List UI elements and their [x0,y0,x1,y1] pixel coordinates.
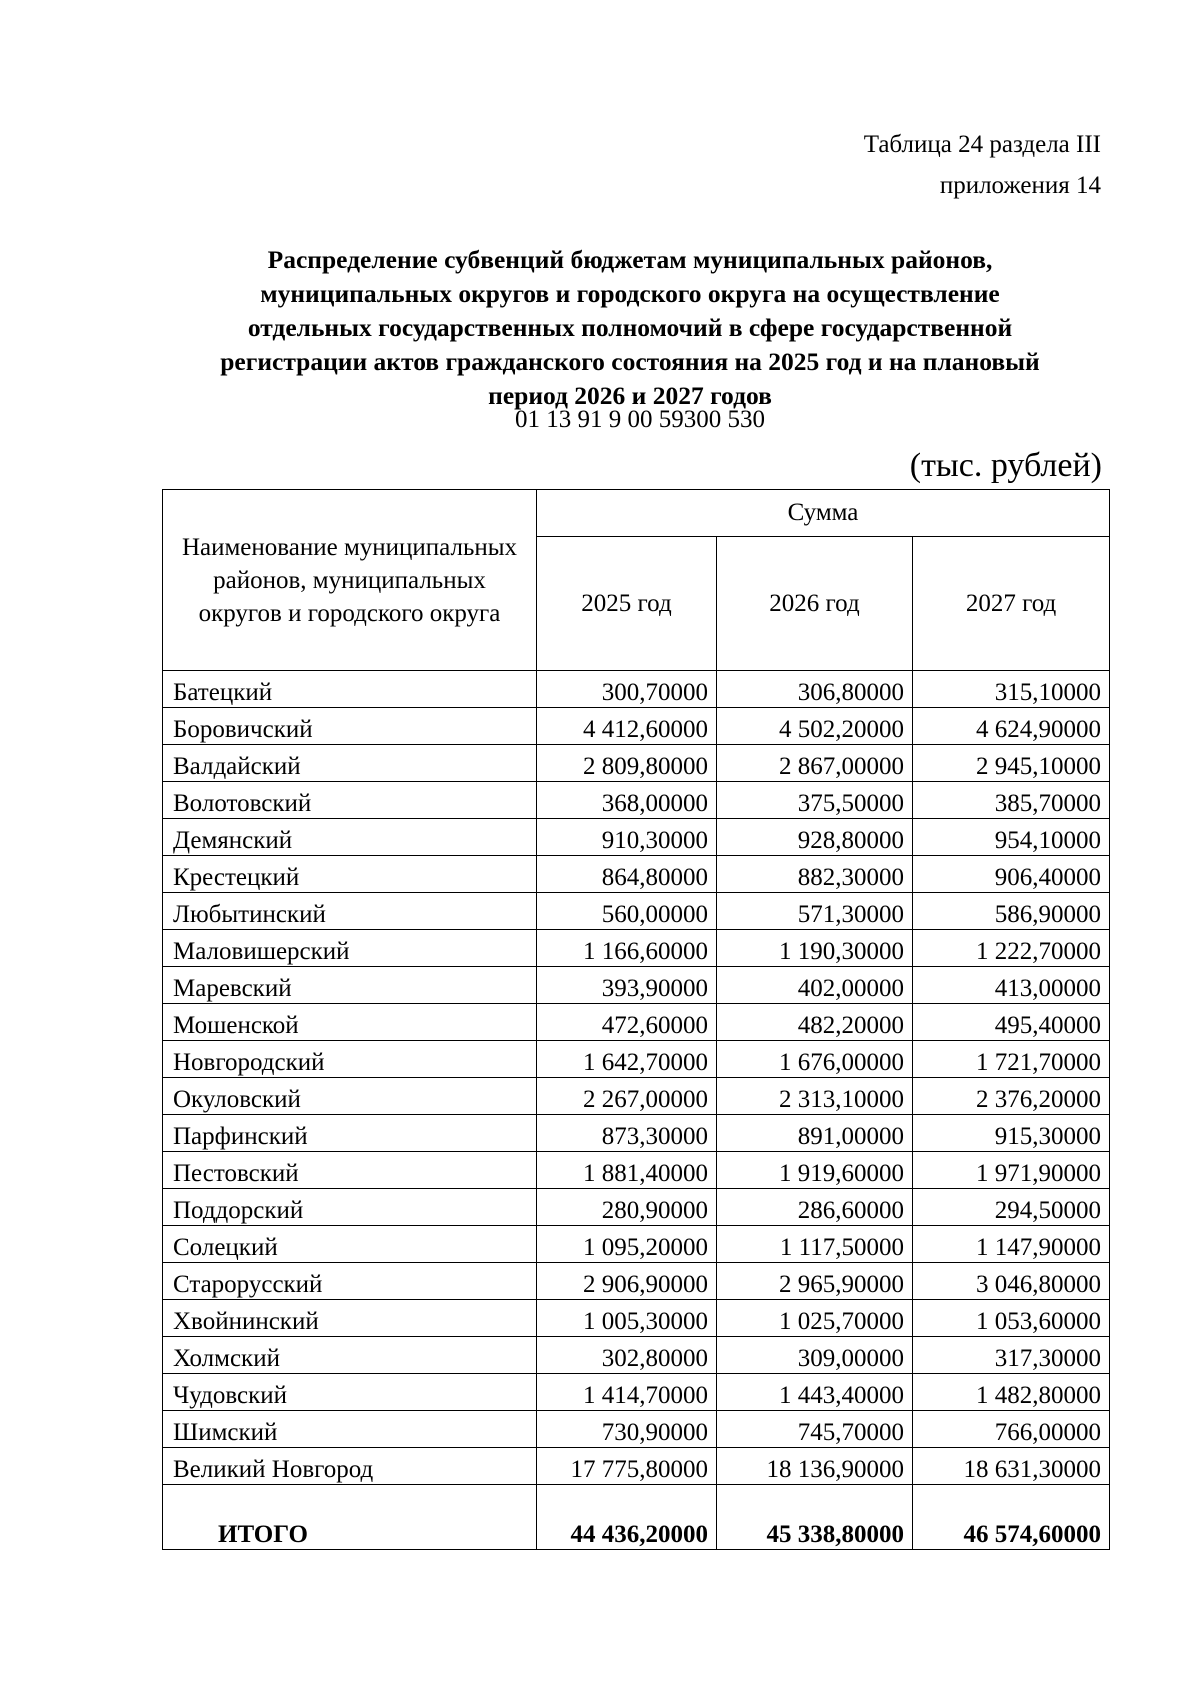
table-row [163,856,1110,893]
amount-2026-cell: 1 025,70000 [717,1300,913,1337]
column-header-year-2025: 2025 год [537,537,717,671]
table-row [163,1374,1110,1411]
column-header-sum: Сумма [537,490,1110,537]
district-name-cell: Любытинский [163,893,537,930]
district-name-cell: Демянский [163,819,537,856]
amount-2027-cell: 2 376,20000 [913,1078,1110,1115]
amount-2027-cell: 1 971,90000 [913,1152,1110,1189]
amount-2027-cell: 294,50000 [913,1189,1110,1226]
amount-2027-cell: 3 046,80000 [913,1263,1110,1300]
table-reference-line-2: приложения 14 [939,172,1101,199]
district-name-cell: Маловишерский [163,930,537,967]
amount-2025-cell: 302,80000 [537,1337,717,1374]
district-name-cell: Окуловский [163,1078,537,1115]
amount-2026-cell: 1 117,50000 [717,1226,913,1263]
table-row [163,671,1110,708]
units-label: (тыс. рублей) [909,447,1102,484]
table-row [163,708,1110,745]
amount-2025-cell: 910,30000 [537,819,717,856]
table-header [163,490,1110,671]
title-line: муниципальных округов и городского округа на осуществление [260,279,1000,308]
amount-2027-cell: 385,70000 [913,782,1110,819]
amount-2025-cell: 2 267,00000 [537,1078,717,1115]
amount-2027-cell: 1 053,60000 [913,1300,1110,1337]
amount-2025-cell: 2 809,80000 [537,745,717,782]
column-header-year-2026: 2026 год [717,537,913,671]
amount-2026-cell: 1 676,00000 [717,1041,913,1078]
amount-2026-cell: 882,30000 [717,856,913,893]
amount-2026-cell: 2 965,90000 [717,1263,913,1300]
amount-2027-cell: 413,00000 [913,967,1110,1004]
amount-2027-cell: 766,00000 [913,1411,1110,1448]
table-row [163,1004,1110,1041]
total-2026: 45 338,80000 [717,1485,913,1550]
amount-2026-cell: 4 502,20000 [717,708,913,745]
table-row [163,1226,1110,1263]
amount-2026-cell: 1 919,60000 [717,1152,913,1189]
amount-2026-cell: 2 867,00000 [717,745,913,782]
amount-2027-cell: 315,10000 [913,671,1110,708]
table-footer [163,1485,1110,1550]
title-line: регистрации актов гражданского состояния на 2025 год и на плановый [220,347,1040,376]
amount-2026-cell: 571,30000 [717,893,913,930]
table-body [163,671,1110,1485]
amount-2025-cell: 1 642,70000 [537,1041,717,1078]
district-name-cell: Хвойнинский [163,1300,537,1337]
amount-2025-cell: 1 005,30000 [537,1300,717,1337]
amount-2027-cell: 906,40000 [913,856,1110,893]
amount-2025-cell: 368,00000 [537,782,717,819]
table-row [163,967,1110,1004]
amount-2027-cell: 586,90000 [913,893,1110,930]
district-name-cell: Поддорский [163,1189,537,1226]
amount-2025-cell: 864,80000 [537,856,717,893]
total-label: ИТОГО [163,1485,537,1550]
title-line: отдельных государственных полномочий в сфере государственной [247,313,1013,342]
amount-2025-cell: 1 414,70000 [537,1374,717,1411]
amount-2026-cell: 891,00000 [717,1115,913,1152]
amount-2025-cell: 1 166,60000 [537,930,717,967]
district-name-cell: Холмский [163,1337,537,1374]
table-row [163,1300,1110,1337]
amount-2025-cell: 2 906,90000 [537,1263,717,1300]
table-row [163,1448,1110,1485]
amount-2026-cell: 402,00000 [717,967,913,1004]
subvention-table [162,489,1110,1550]
table-row [163,1189,1110,1226]
table-row [163,1152,1110,1189]
amount-2025-cell: 873,30000 [537,1115,717,1152]
total-2027: 46 574,60000 [913,1485,1110,1550]
total-row [163,1485,1110,1550]
title-line: период 2026 и 2027 годов [488,381,772,410]
amount-2025-cell: 730,90000 [537,1411,717,1448]
amount-2026-cell: 18 136,90000 [717,1448,913,1485]
amount-2025-cell: 560,00000 [537,893,717,930]
document-title [160,243,1100,413]
district-name-cell: Великий Новгород [163,1448,537,1485]
amount-2025-cell: 17 775,80000 [537,1448,717,1485]
table-row [163,1263,1110,1300]
amount-2026-cell: 375,50000 [717,782,913,819]
amount-2026-cell: 1 190,30000 [717,930,913,967]
amount-2027-cell: 495,40000 [913,1004,1110,1041]
district-name-cell: Пестовский [163,1152,537,1189]
district-name-cell: Шимский [163,1411,537,1448]
column-header-year-2027: 2027 год [913,537,1110,671]
amount-2025-cell: 393,90000 [537,967,717,1004]
table-row [163,930,1110,967]
table-row [163,1411,1110,1448]
amount-2027-cell: 1 222,70000 [913,930,1110,967]
amount-2027-cell: 954,10000 [913,819,1110,856]
district-name-cell: Чудовский [163,1374,537,1411]
budget-classification-code: 01 13 91 9 00 59300 530 [515,406,765,433]
amount-2026-cell: 2 313,10000 [717,1078,913,1115]
district-name-cell: Парфинский [163,1115,537,1152]
table-row [163,1337,1110,1374]
district-name-cell: Крестецкий [163,856,537,893]
amount-2025-cell: 1 095,20000 [537,1226,717,1263]
amount-2025-cell: 4 412,60000 [537,708,717,745]
district-name-cell: Старорусский [163,1263,537,1300]
table-row [163,782,1110,819]
amount-2027-cell: 1 147,90000 [913,1226,1110,1263]
amount-2026-cell: 1 443,40000 [717,1374,913,1411]
amount-2027-cell: 1 482,80000 [913,1374,1110,1411]
district-name-cell: Солецкий [163,1226,537,1263]
table-row [163,1041,1110,1078]
amount-2025-cell: 280,90000 [537,1189,717,1226]
district-name-cell: Валдайский [163,745,537,782]
table-row [163,893,1110,930]
amount-2026-cell: 309,00000 [717,1337,913,1374]
title-line: Распределение субвенций бюджетам муниципальных районов, [267,245,993,274]
district-name-cell: Маревский [163,967,537,1004]
amount-2027-cell: 317,30000 [913,1337,1110,1374]
amount-2026-cell: 745,70000 [717,1411,913,1448]
amount-2027-cell: 915,30000 [913,1115,1110,1152]
total-2025: 44 436,20000 [537,1485,717,1550]
amount-2025-cell: 472,60000 [537,1004,717,1041]
table-row [163,819,1110,856]
amount-2025-cell: 1 881,40000 [537,1152,717,1189]
amount-2027-cell: 4 624,90000 [913,708,1110,745]
column-header-name: Наименование муниципальных районов, муниципальных округов и городского округа [163,490,537,671]
district-name-cell: Батецкий [163,671,537,708]
amount-2027-cell: 18 631,30000 [913,1448,1110,1485]
district-name-cell: Мошенской [163,1004,537,1041]
amount-2025-cell: 300,70000 [537,671,717,708]
amount-2027-cell: 2 945,10000 [913,745,1110,782]
table-reference-line-1: Таблица 24 раздела III [863,131,1101,158]
table-row [163,1115,1110,1152]
amount-2026-cell: 482,20000 [717,1004,913,1041]
table-row [163,1078,1110,1115]
amount-2026-cell: 928,80000 [717,819,913,856]
district-name-cell: Волотовский [163,782,537,819]
district-name-cell: Боровичский [163,708,537,745]
amount-2026-cell: 306,80000 [717,671,913,708]
table-row [163,745,1110,782]
amount-2027-cell: 1 721,70000 [913,1041,1110,1078]
district-name-cell: Новгородский [163,1041,537,1078]
amount-2026-cell: 286,60000 [717,1189,913,1226]
